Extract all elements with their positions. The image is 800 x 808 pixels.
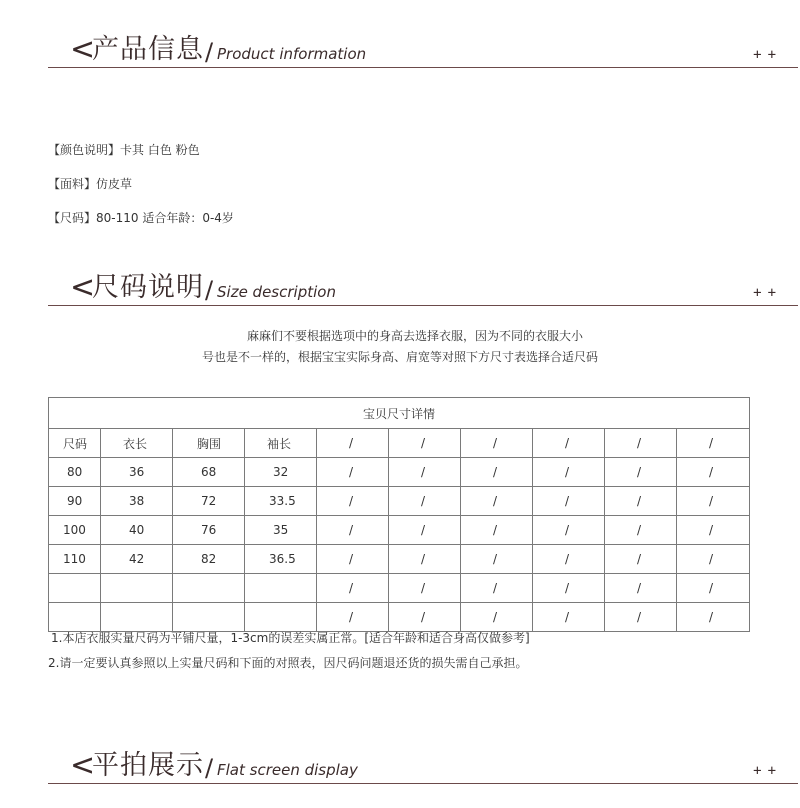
table-cell: / <box>533 545 605 574</box>
table-cell: / <box>317 487 389 516</box>
table-cell: / <box>461 516 533 545</box>
table-header-cell: / <box>317 429 389 458</box>
table-row <box>49 545 750 574</box>
title-separator: / <box>205 38 214 66</box>
section-divider <box>48 783 798 784</box>
table-header-cell: 胸围 <box>173 429 245 458</box>
table-cell: / <box>317 516 389 545</box>
table-cell <box>49 603 101 632</box>
table-cell: / <box>461 458 533 487</box>
section-divider <box>48 305 798 306</box>
info-size: 【尺码】80-110 适合年龄：0-4岁 <box>48 211 234 225</box>
table-cell: / <box>389 603 461 632</box>
plus-decoration: ++ <box>753 285 782 301</box>
section-title-en: Flat screen display <box>217 761 358 779</box>
table-cell: 80 <box>49 458 101 487</box>
table-cell: / <box>461 574 533 603</box>
table-cell: / <box>677 545 750 574</box>
table-cell <box>173 574 245 603</box>
section-header-size <box>0 271 800 311</box>
table-cell <box>245 603 317 632</box>
section-title-en: Size description <box>217 283 336 301</box>
table-row <box>49 516 750 545</box>
table-row <box>49 574 750 603</box>
table-header-cell: 尺码 <box>49 429 101 458</box>
size-note-line-2: 号也是不一样的，根据宝宝实际身高、肩宽等对照下方尺寸表选择合适尺码 <box>201 350 598 364</box>
table-header-cell: / <box>461 429 533 458</box>
table-row <box>49 603 750 632</box>
table-header-row <box>49 429 750 458</box>
table-header-cell: / <box>677 429 750 458</box>
table-cell: 76 <box>173 516 245 545</box>
section-title-zh: 尺码说明 <box>92 272 204 303</box>
table-cell: / <box>461 545 533 574</box>
table-cell: / <box>677 603 750 632</box>
table-cell: 100 <box>49 516 101 545</box>
table-cell: / <box>317 574 389 603</box>
table-cell: / <box>533 516 605 545</box>
table-cell <box>101 603 173 632</box>
table-cell: / <box>605 458 677 487</box>
table-cell: / <box>605 487 677 516</box>
table-cell: 72 <box>173 487 245 516</box>
table-cell: 36.5 <box>245 545 317 574</box>
table-cell: / <box>461 487 533 516</box>
table-caption: 宝贝尺寸详情 <box>49 398 750 429</box>
table-header-cell: 衣长 <box>101 429 173 458</box>
table-cell: / <box>389 458 461 487</box>
table-cell: 40 <box>101 516 173 545</box>
chevron-left-icon: < <box>70 748 96 783</box>
table-cell: 38 <box>101 487 173 516</box>
section-title-zh: 平拍展示 <box>92 750 204 781</box>
table-cell: / <box>677 574 750 603</box>
section-header-product <box>0 33 800 73</box>
table-cell: / <box>317 458 389 487</box>
table-cell: 90 <box>49 487 101 516</box>
table-cell: / <box>533 574 605 603</box>
table-cell <box>245 574 317 603</box>
section-title-en: Product information <box>217 45 367 63</box>
table-cell: 82 <box>173 545 245 574</box>
table-cell: / <box>605 545 677 574</box>
title-separator: / <box>205 276 214 304</box>
table-cell: / <box>389 545 461 574</box>
plus-decoration: ++ <box>753 763 782 779</box>
table-cell: / <box>533 603 605 632</box>
table-cell <box>101 574 173 603</box>
section-title-zh: 产品信息 <box>92 34 204 65</box>
info-fabric: 【面料】仿皮草 <box>48 177 133 191</box>
table-cell <box>173 603 245 632</box>
section-divider <box>48 67 798 68</box>
table-cell: 110 <box>49 545 101 574</box>
table-header-cell: / <box>389 429 461 458</box>
size-table <box>48 397 750 632</box>
table-cell: / <box>389 487 461 516</box>
table-header-cell: / <box>605 429 677 458</box>
table-cell: / <box>317 603 389 632</box>
table-cell: / <box>317 545 389 574</box>
info-color: 【颜色说明】卡其 白色 粉色 <box>48 143 200 157</box>
plus-decoration: ++ <box>753 47 782 63</box>
table-cell: 42 <box>101 545 173 574</box>
table-cell: / <box>389 516 461 545</box>
table-cell: / <box>605 516 677 545</box>
table-cell: 35 <box>245 516 317 545</box>
table-header-cell: 袖长 <box>245 429 317 458</box>
table-cell: / <box>461 603 533 632</box>
table-cell: 36 <box>101 458 173 487</box>
table-cell: 32 <box>245 458 317 487</box>
section-header-flat <box>0 749 800 789</box>
title-separator: / <box>205 754 214 782</box>
table-cell: 68 <box>173 458 245 487</box>
size-note-line-1: 麻麻们不要根据选项中的身高去选择衣服，因为不同的衣服大小 <box>246 329 583 343</box>
table-cell: / <box>389 574 461 603</box>
table-cell: / <box>605 574 677 603</box>
chevron-left-icon: < <box>70 32 96 67</box>
table-row <box>49 487 750 516</box>
table-cell: / <box>533 487 605 516</box>
footnote-1: 1.本店衣服实量尺码为平铺尺量，1-3cm的误差实属正常。[适合年龄和适合身高仅做参考] <box>51 631 530 645</box>
table-row <box>49 458 750 487</box>
table-cell: / <box>677 458 750 487</box>
footnote-2: 2.请一定要认真参照以上实量尺码和下面的对照表，因尺码问题退还货的损失需自己承担。 <box>48 656 528 670</box>
table-cell: / <box>533 458 605 487</box>
table-cell: / <box>677 487 750 516</box>
chevron-left-icon: < <box>70 270 96 305</box>
table-cell: 33.5 <box>245 487 317 516</box>
table-cell: / <box>677 516 750 545</box>
table-cell: / <box>605 603 677 632</box>
table-header-cell: / <box>533 429 605 458</box>
table-cell <box>49 574 101 603</box>
